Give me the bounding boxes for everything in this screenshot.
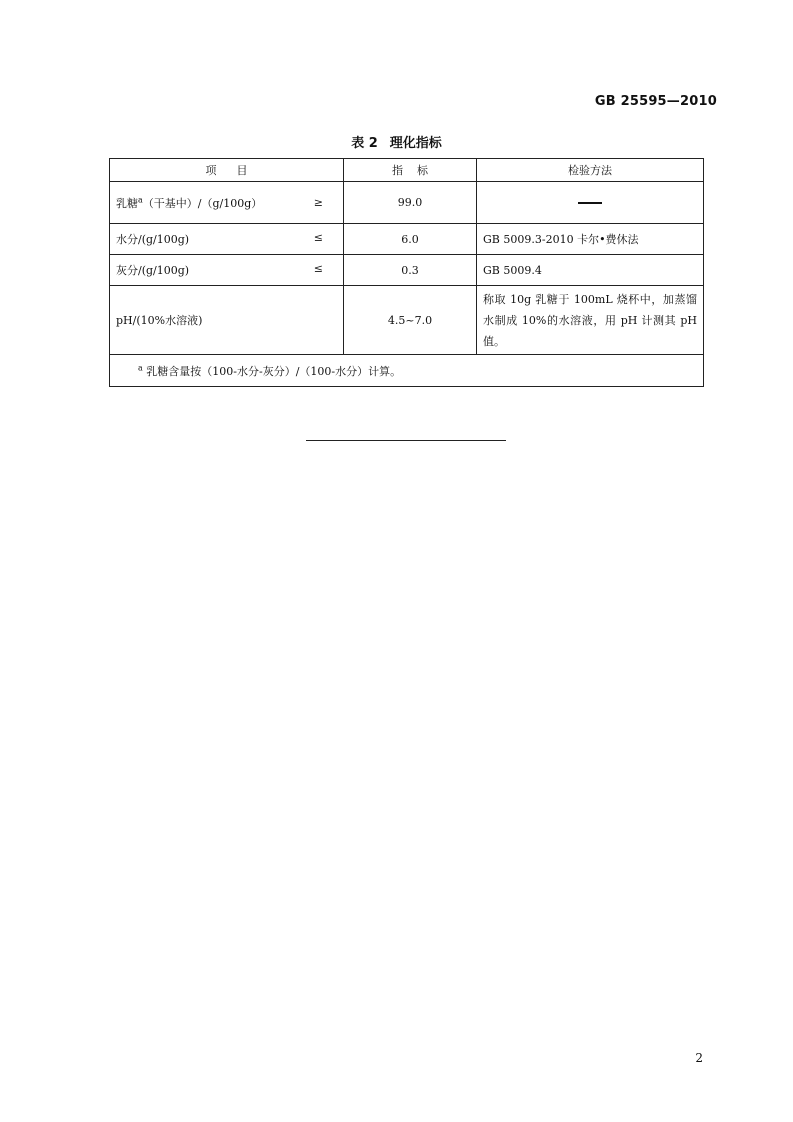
method-cell: GB 5009.3-2010 卡尔•费休法 [477,224,704,255]
table-row [110,182,704,224]
table-header-row [110,159,704,182]
document-code: GB 25595—2010 [594,94,717,109]
em-dash-mark [578,202,602,204]
table-note-row [110,355,704,387]
item-cell [110,182,344,224]
item-label-suffix: （干基中）/（g/100g） [142,196,263,210]
item-label: 水分/(g/100g) [116,233,190,246]
note-text: 乳糖含量按（100-水分-灰分）/（100-水分）计算。 [146,364,402,378]
table-row [110,286,704,355]
value-cell: 0.3 [344,255,477,286]
item-cell [110,224,344,255]
comparison-symbol: ≤ [313,231,323,244]
item-label: 灰分/(g/100g) [116,264,190,277]
item-cell [110,255,344,286]
value-cell: 4.5~7.0 [344,286,477,355]
item-label: 乳糖 [116,196,138,210]
physicochemical-index-table [109,158,704,387]
footnote-marker: a [138,362,143,372]
method-cell: 称取 10g 乳糖于 100mL 烧杯中，加蒸馏水制成 10%的水溶液，用 pH 计测其 pH 值。 [477,286,704,355]
page-number: 2 [695,1051,703,1065]
header-item: 项目 [110,159,344,182]
comparison-symbol: ≤ [313,262,323,275]
table-number: 表 2 [351,136,378,151]
table-title: 理化指标 [389,136,442,151]
table-caption [0,132,793,151]
footnote-marker: a [138,194,143,204]
table-note [110,355,704,387]
comparison-symbol: ≥ [313,196,323,209]
table-row [110,255,704,286]
header-index: 指标 [344,159,477,182]
header-method: 检验方法 [477,159,704,182]
value-cell: 6.0 [344,224,477,255]
method-cell: GB 5009.4 [477,255,704,286]
method-cell [477,182,704,224]
table-row [110,224,704,255]
end-rule [306,440,506,441]
item-cell [110,286,344,355]
value-cell: 99.0 [344,182,477,224]
item-label: pH/(10%水溶液) [116,314,203,327]
